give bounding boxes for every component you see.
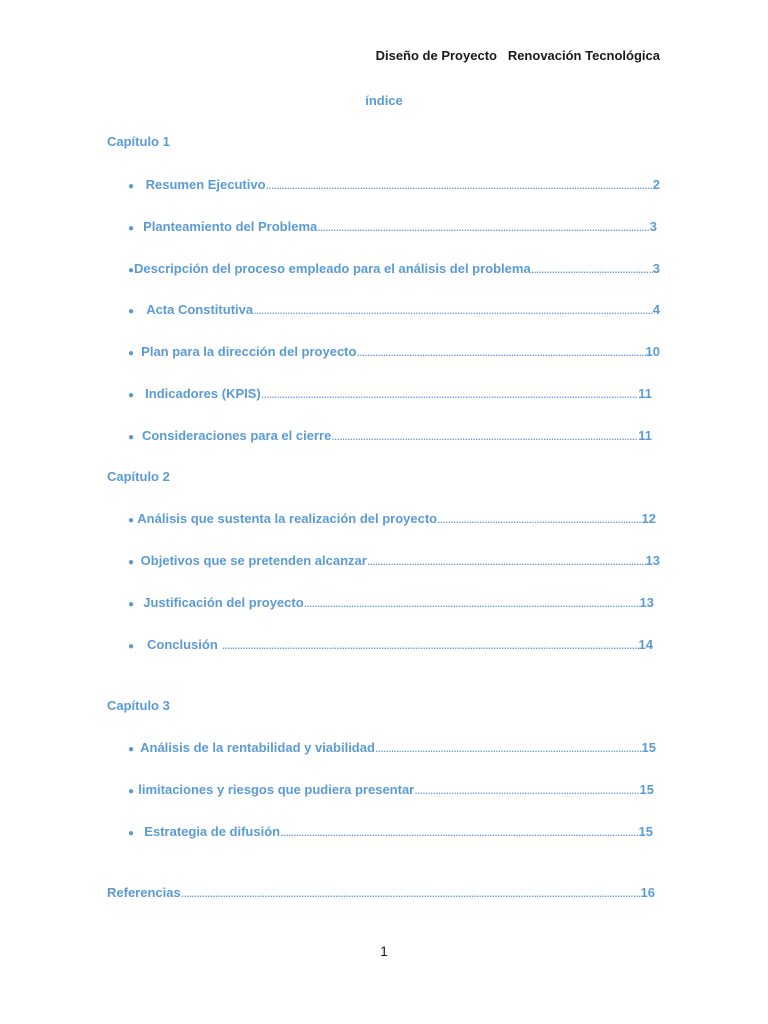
toc-entry-page: 15	[639, 782, 654, 797]
toc-entry-text: Justificación del proyecto	[143, 595, 304, 610]
toc-entry-text: Descripción del proceso empleado para el análisis del problema	[134, 261, 531, 276]
toc-entry-page: 12	[641, 511, 656, 526]
dot-leader	[181, 885, 641, 901]
bullet-icon: ●	[128, 265, 135, 276]
dot-leader	[304, 595, 640, 611]
dot-leader	[280, 824, 638, 840]
toc-entry-text: Plan para la dirección del proyecto	[141, 344, 357, 359]
bullet-icon: ●	[128, 432, 135, 443]
toc-entry-text: Conclusión	[146, 637, 222, 652]
chapter-1-heading[interactable]	[107, 134, 170, 150]
toc-entry-text: Planteamiento del Problema	[143, 219, 318, 234]
toc-entry-text: Análisis de la rentabilidad y viabilidad	[140, 740, 375, 755]
toc-entry-page: 3	[652, 261, 660, 276]
toc-entry-page: 13	[639, 595, 654, 610]
dot-leader	[253, 302, 653, 318]
dot-leader	[331, 428, 638, 444]
bullet-icon: ●	[128, 786, 135, 797]
toc-title: índice	[365, 93, 403, 108]
bullet-icon: ●	[128, 348, 135, 359]
toc-entry-page: 15	[641, 740, 656, 755]
toc-entry[interactable]	[128, 511, 656, 529]
dot-leader	[414, 782, 639, 798]
dot-leader	[221, 637, 638, 653]
toc-entry[interactable]	[128, 782, 654, 800]
bullet-icon: ●	[128, 744, 135, 755]
header-project-title: Diseño de Proyecto	[375, 48, 497, 63]
toc-entry[interactable]	[128, 428, 652, 446]
references-entry[interactable]	[107, 885, 655, 901]
toc-entry-page: 10	[645, 344, 660, 359]
toc-entry[interactable]	[128, 824, 653, 842]
chapter-label: Capítulo 3	[107, 698, 170, 713]
header-subtitle: Renovación Tecnológica	[507, 48, 660, 63]
bullet-icon: ●	[128, 641, 135, 652]
dot-leader	[375, 740, 642, 756]
toc-entry[interactable]	[128, 261, 660, 279]
toc-entry-page: 11	[638, 386, 652, 401]
toc-entry-page: 3	[649, 219, 657, 234]
toc-entry[interactable]	[128, 177, 660, 195]
toc-entry-text: Acta Constitutiva	[146, 302, 254, 317]
toc-entry-text: Resumen Ejecutivo	[145, 177, 266, 192]
toc-entry-page: 2	[652, 177, 660, 192]
toc-entry-text: Indicadores (KPIS)	[145, 386, 261, 401]
bullet-icon: ●	[128, 390, 135, 401]
toc-entry-page: 15	[638, 824, 653, 839]
dot-leader	[317, 219, 650, 235]
dot-leader	[531, 261, 653, 277]
toc-entry-text: Consideraciones para el cierre	[141, 428, 332, 443]
chapter-label: Capítulo 2	[107, 469, 170, 484]
bullet-icon: ●	[128, 306, 135, 317]
chapter-3-heading[interactable]	[107, 698, 170, 714]
dot-leader	[437, 511, 641, 527]
document-header	[376, 48, 660, 63]
chapter-2-heading[interactable]	[107, 469, 170, 485]
toc-entry-page: 4	[652, 302, 660, 317]
toc-entry[interactable]	[128, 740, 656, 758]
toc-entry[interactable]	[128, 386, 652, 404]
toc-entry-text: Análisis que sustenta la realización del proyecto	[137, 511, 438, 526]
toc-entry-page: 14	[638, 637, 653, 652]
references-label: Referencias	[107, 885, 181, 900]
toc-entry-text: limitaciones y riesgos que pudiera presentar	[138, 782, 415, 797]
chapter-label: Capítulo 1	[107, 134, 170, 149]
toc-entry[interactable]	[128, 637, 653, 655]
bullet-icon: ●	[128, 181, 135, 192]
bullet-icon: ●	[128, 599, 135, 610]
dot-leader	[367, 553, 646, 569]
bullet-icon: ●	[128, 828, 135, 839]
page-number: 1	[380, 943, 388, 959]
bullet-icon: ●	[128, 223, 135, 234]
toc-entry[interactable]	[128, 595, 654, 613]
toc-entry[interactable]	[128, 302, 660, 320]
toc-entry-text: Estrategia de difusión	[144, 824, 281, 839]
toc-entry-page: 13	[645, 553, 660, 568]
dot-leader	[356, 344, 645, 360]
references-page: 16	[640, 885, 655, 900]
dot-leader	[261, 386, 639, 402]
dot-leader	[266, 177, 653, 193]
toc-entry-page: 11	[638, 428, 652, 443]
toc-entry-text: Objetivos que se pretenden alcanzar	[140, 553, 367, 568]
toc-entry[interactable]	[128, 219, 657, 237]
toc-entry[interactable]	[128, 344, 660, 362]
bullet-icon: ●	[128, 515, 135, 526]
toc-entry[interactable]	[128, 553, 660, 571]
bullet-icon: ●	[128, 557, 135, 568]
